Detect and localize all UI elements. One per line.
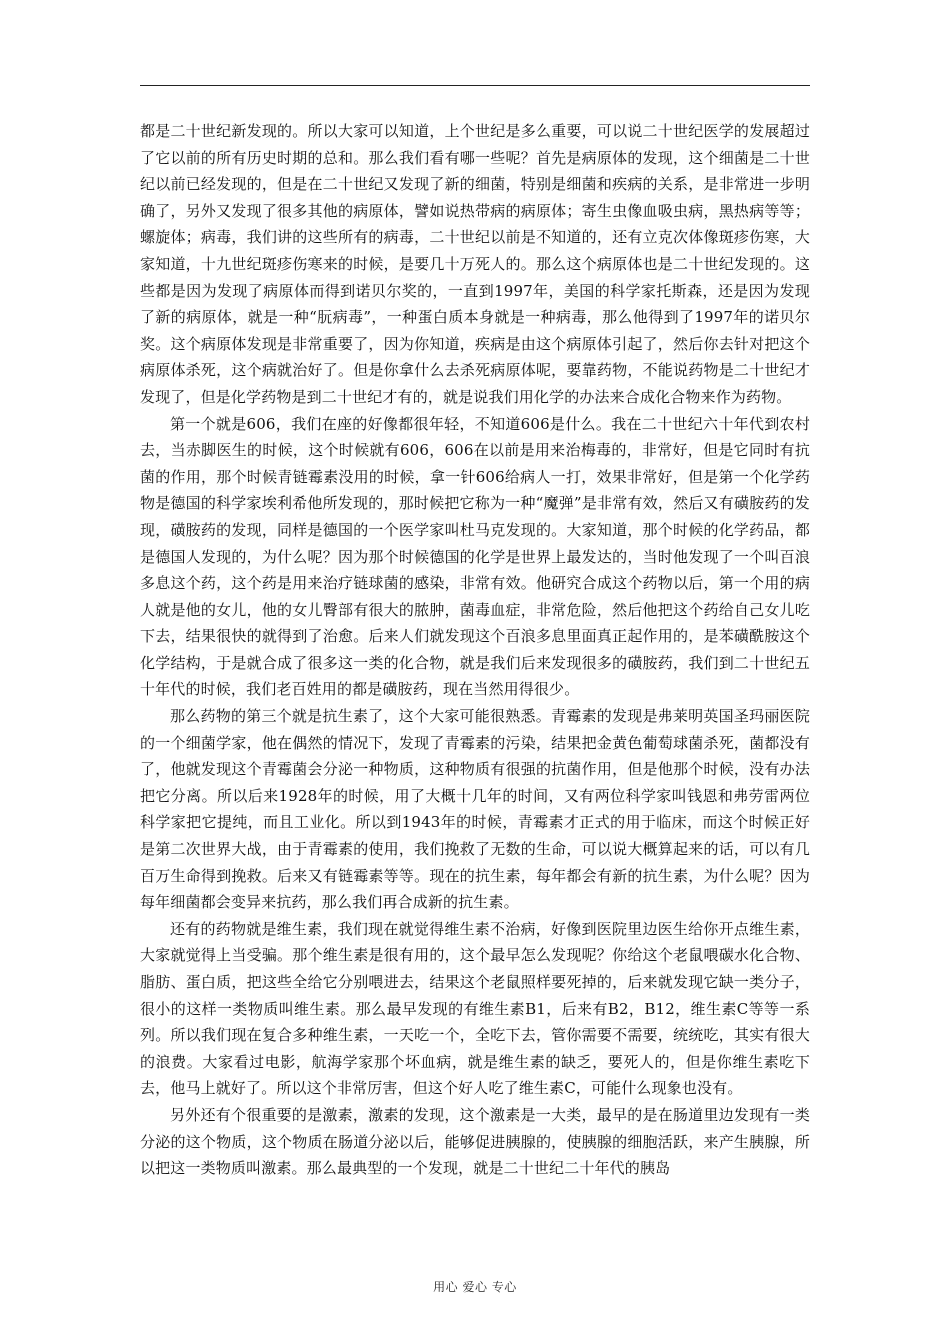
paragraph-5: 另外还有个很重要的是激素，激素的发现，这个激素是一大类，最早的是在肠道里边发现有一类分泌的这个物质，这个物质在肠道分泌以后，能够促进胰腺的，使胰腺的细胞活跃，来产生胰腺，所以把这一类物质叫激素。那么最典型的一个发现，就是二十世纪二十年代的胰岛 [140, 1105, 810, 1178]
paragraph-3: 那么药物的第三个就是抗生素了，这个大家可能很熟悉。青霉素的发现是弗莱明英国圣玛丽医院的一个细菌学家，他在偶然的情况下，发现了青霉素的污染，结果把金黄色葡萄球菌杀死，菌都没有了，他就发现这个青霉菌会分泌一种物质，这种物质有很强的抗菌作用，但是他那个时候，没有办法把它分离。所以后来1928年的时候，用了大概十几年的时间，又有两位科学家叫钱恩和弗劳雷两位科学家把它提纯，而且工业化。所以到1943年的时候，青霉素才正式的用于临床，而这个时候正好是第二次世界大战，由于青霉素的使用，我们挽救了无数的生命，可以说大概算起来的话，可以有几百万生命得到挽救。后来又有链霉素等等。现在的抗生素，每年都会有新的抗生素，为什么呢？因为每年细菌都会变异来抗药，那么我们再合成新的抗生素。 [140, 707, 810, 912]
body-text [140, 118, 810, 1182]
paragraph-1: 都是二十世纪新发现的。所以大家可以知道，上个世纪是多么重要，可以说二十世纪医学的发展超过了它以前的所有历史时期的总和。那么我们看有哪一些呢？首先是病原体的发现，这个细菌是二十世纪以前已经发现的，但是在二十世纪又发现了新的细菌，特别是细菌和疾病的关系，是非常进一步明确了，另外又发现了很多其他的病原体，譬如说热带病的病原体；寄生虫像血吸虫病，黑热病等等；螺旋体；病毒，我们讲的这些所有的病毒，二十世纪以前是不知道的，还有立克次体像斑疹伤寒，大家知道，十九世纪斑疹伤寒来的时候，是要几十万死人的。那么这个病原体也是二十世纪发现的。这些都是因为发现了病原体而得到诺贝尔奖的，一直到1997年，美国的科学家托斯森，还是因为发现了新的病原体，就是一种“朊病毒”，一种蛋白质本身就是一种病毒，那么他得到了1997年的诺贝尔奖。这个病原体发现是非常重要了，因为你知道，疾病是由这个病原体引起了，然后你去针对把这个病原体杀死，这个病就治好了。但是你拿什么去杀死病原体呢，要靠药物，不能说药物是二十世纪才发现了，但是化学药物是到二十世纪才有的，就是说我们用化学的办法来合成化合物来作为药物。 [140, 122, 810, 406]
paragraph-4: 还有的药物就是维生素，我们现在就觉得维生素不治病，好像到医院里边医生给你开点维生素，大家就觉得上当受骗。那个维生素是很有用的，这个最早怎么发现呢？你给这个老鼠喂碳水化合物、脂肪、蛋白质，把这些全给它分别喂进去，结果这个老鼠照样要死掉的，后来就发现它缺一类分子，很小的这样一类物质叫维生素。那么最早发现的有维生素B1，后来有B2，B12，维生素C等等一系列。所以我们现在复合多种维生素，一天吃一个，全吃下去，管你需要不需要，统统吃，其实有很大的浪费。大家看过电影，航海学家那个坏血病，就是维生素的缺乏，要死人的，但是你维生素吃下去，他马上就好了。所以这个非常厉害，但这个好人吃了维生素C，可能什么现象也没有。 [140, 919, 810, 1098]
page-footer: 用心 爱心 专心 [433, 1280, 517, 1294]
header-rule [140, 85, 810, 86]
paragraph-2: 第一个就是606，我们在座的好像都很年轻，不知道606是什么。我在二十世纪六十年代到农村去，当赤脚医生的时候，这个时候就有606，606在以前是用来治梅毒的，非常好，但是它同时有抗菌的作用，那个时候青链霉素没用的时候，拿一针606给病人一打，效果非常好，但是第一个化学药物是德国的科学家埃利希他所发现的，那时候把它称为一种“魔弹”是非常有效，然后又有磺胺药的发现，磺胺药的发现，同样是德国的一个医学家叫杜马克发现的。大家知道，那个时候的化学药品，都是德国人发现的，为什么呢？因为那个时候德国的化学是世界上最发达的，当时他发现了一个叫百浪多息这个药，这个药是用来治疗链球菌的感染，非常有效。他研究合成这个药物以后，第一个用的病人就是他的女儿，他的女儿臀部有很大的脓肿，菌毒血症，非常危险，然后他把这个药给自己女儿吃下去，结果很快的就得到了治愈。后来人们就发现这个百浪多息里面真正起作用的，是苯磺酰胺这个化学结构，于是就合成了很多这一类的化合物，就是我们后来发现很多的磺胺药，我们到二十世纪五十年代的时候，我们老百姓用的都是磺胺药，现在当然用得很少。 [140, 414, 810, 699]
